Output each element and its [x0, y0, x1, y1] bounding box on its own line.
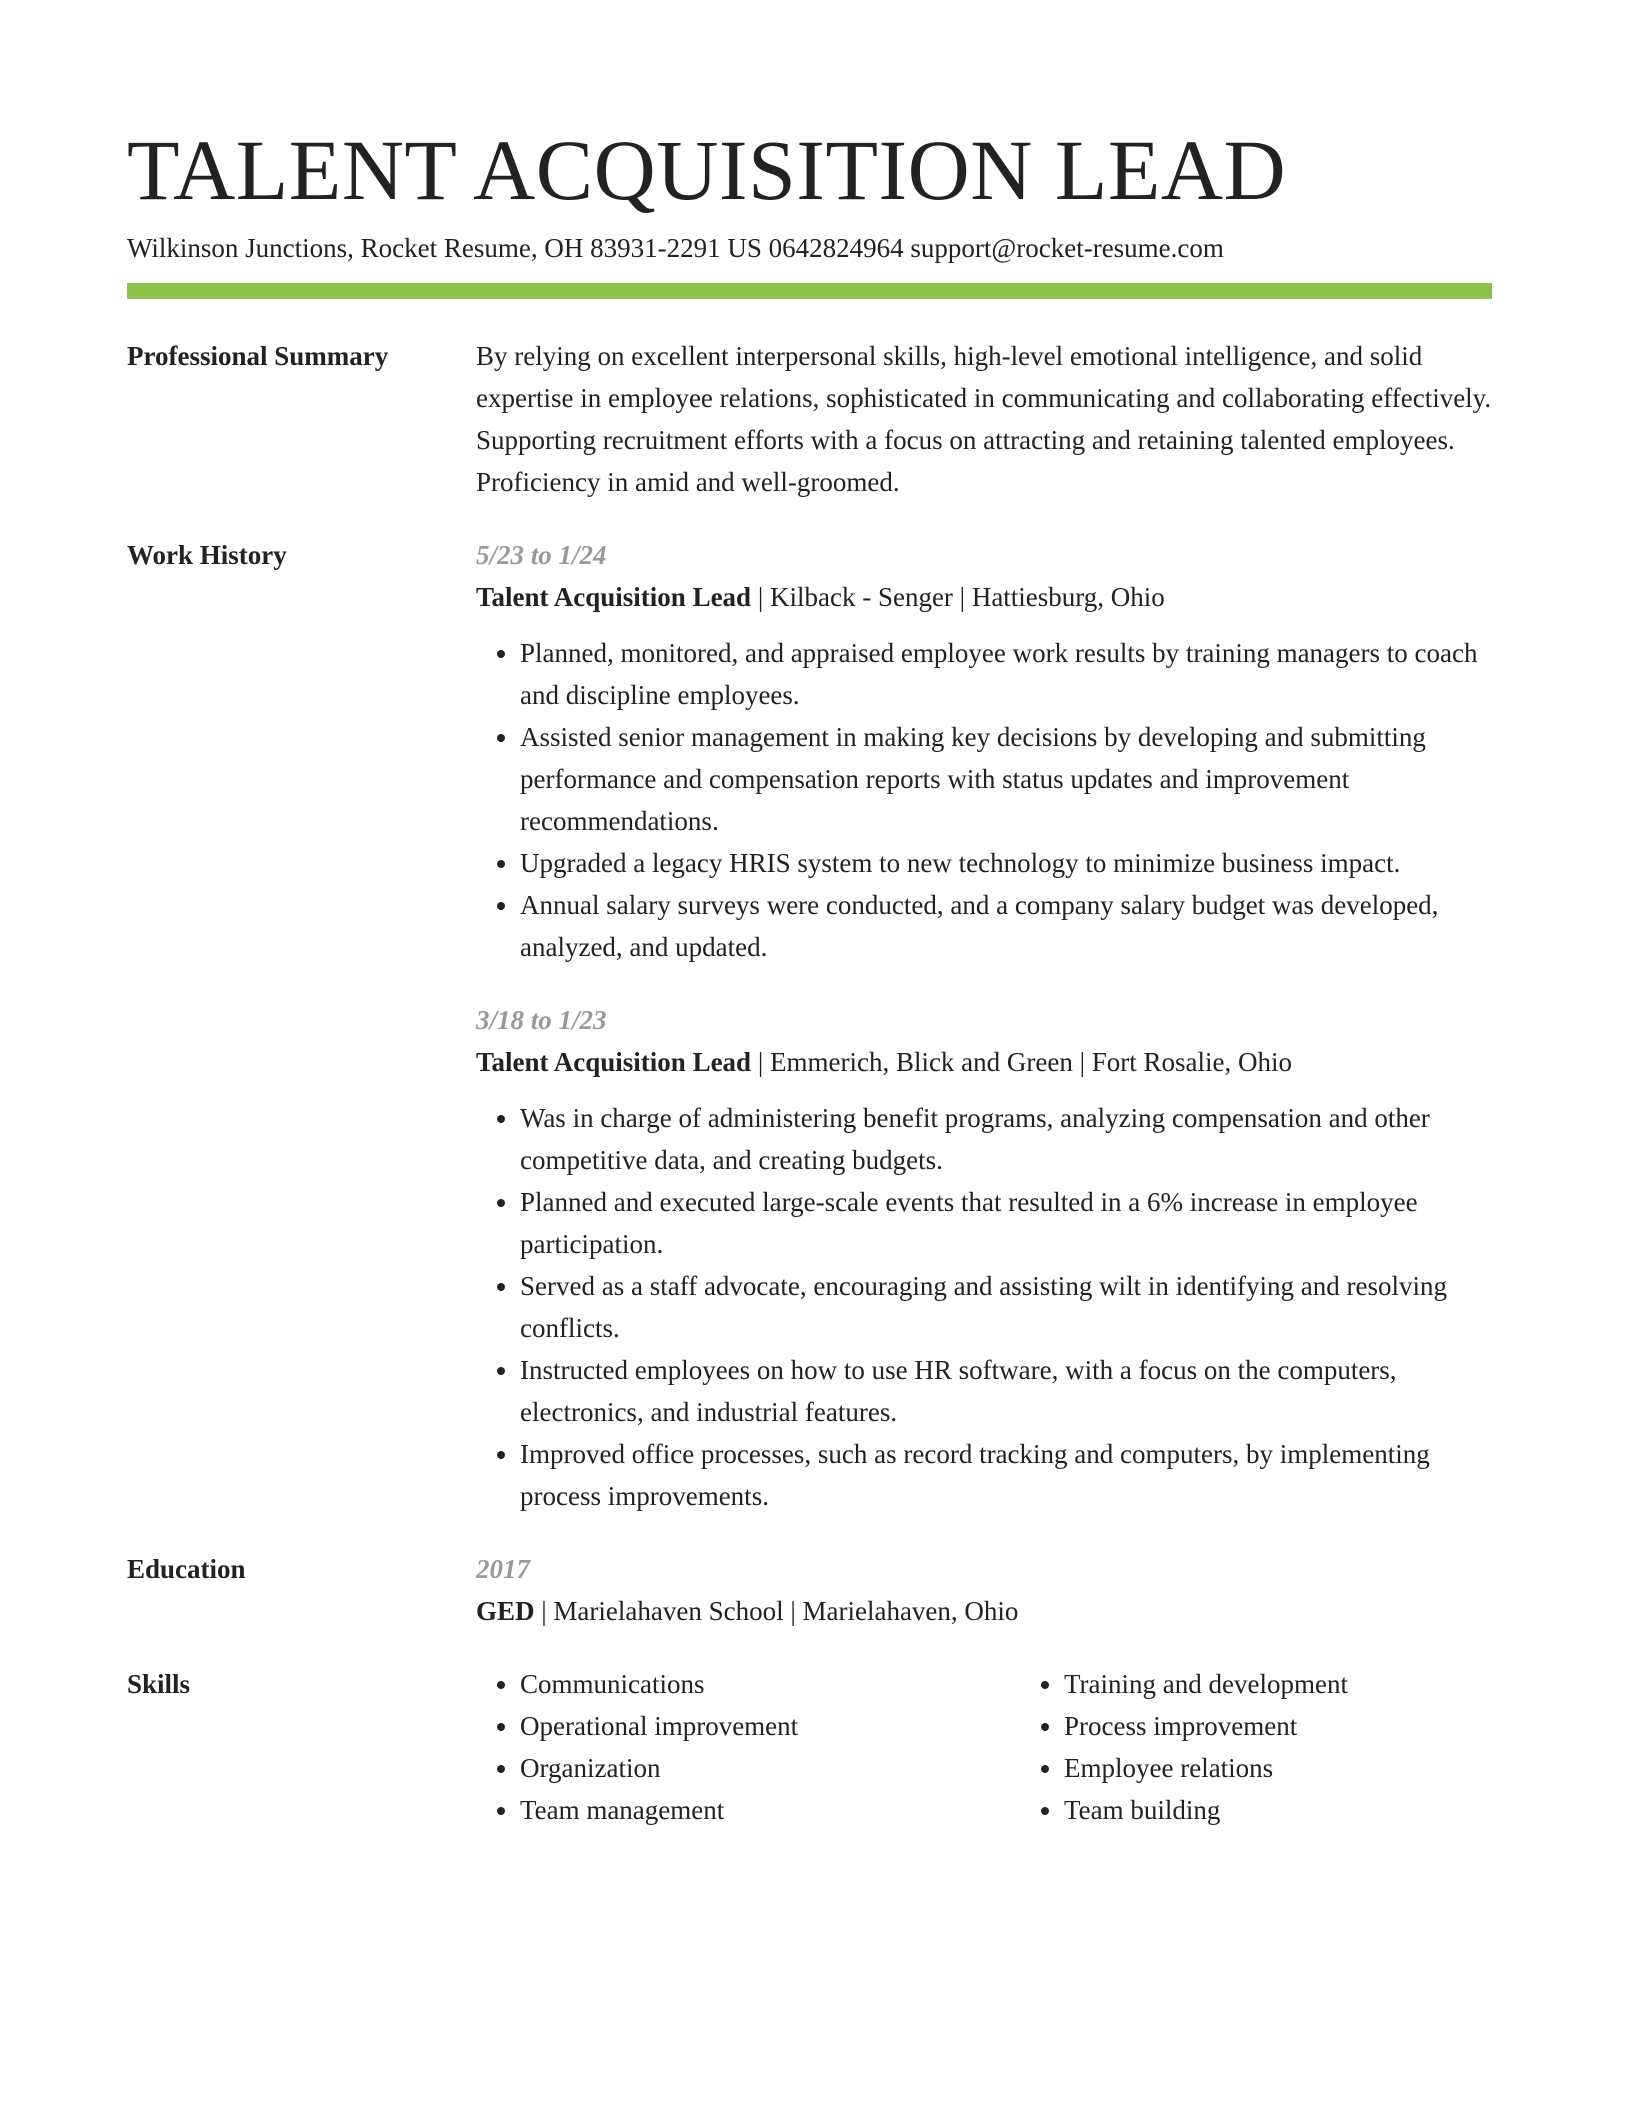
skill-item: • Training and development — [1064, 1663, 1564, 1705]
summary-section — [127, 335, 1492, 503]
education-heading — [476, 1590, 1492, 1632]
skills-grid — [476, 1663, 1564, 1831]
job-dates: 3/18 to 1/23 — [476, 1005, 607, 1035]
skill-item: • Operational improvement — [520, 1705, 1020, 1747]
summary-label: Professional Summary — [127, 341, 389, 371]
job-details: | Emmerich, Blick and Green | Fort Rosalie, Ohio — [751, 1047, 1293, 1077]
resume-page — [127, 120, 1492, 1831]
skills-list-left — [476, 1663, 1020, 1831]
work-history-section — [127, 534, 1492, 1517]
job-entry — [476, 999, 1492, 1517]
list-item: • Upgraded a legacy HRIS system to new technology to minimize business impact. — [520, 842, 1492, 884]
list-item: • Assisted senior management in making key decisions by developing and submitting performance and compensation reports with status updates and improvement recommendations. — [520, 716, 1492, 842]
education-degree: GED — [476, 1596, 535, 1626]
list-item: • Improved office processes, such as record tracking and computers, by implementing process improvements. — [520, 1433, 1492, 1517]
education-details: | Marielahaven School | Marielahaven, Ohio — [534, 1596, 1019, 1626]
skill-item: • Process improvement — [1064, 1705, 1564, 1747]
skills-section — [127, 1663, 1492, 1831]
education-section — [127, 1548, 1492, 1632]
list-item: • Planned, monitored, and appraised employee work results by training managers to coach and discipline employees. — [520, 632, 1492, 716]
summary-text: By relying on excellent interpersonal skills, high-level emotional intelligence, and solid expertise in employee relations, sophisticated in communicating and collaborating effectively. Supporting recruitment efforts with a focus on attracting and retaining talented employees. Proficiency in amid and well-groomed. — [476, 341, 1492, 497]
skill-item: • Team management — [520, 1789, 1020, 1831]
list-item: • Was in charge of administering benefit programs, analyzing compensation and other competitive data, and creating budgets. — [520, 1097, 1492, 1181]
job-heading — [476, 1041, 1492, 1083]
contact-line: Wilkinson Junctions, Rocket Resume, OH 83931-2291 US 0642824964 support@rocket-resume.com — [127, 233, 1224, 263]
list-item: • Annual salary surveys were conducted, and a company salary budget was developed, analyzed, and updated. — [520, 884, 1492, 968]
skill-item: • Communications — [520, 1663, 1020, 1705]
accent-divider — [127, 283, 1492, 299]
list-item: • Instructed employees on how to use HR software, with a focus on the computers, electronics, and industrial features. — [520, 1349, 1492, 1433]
work-history-label: Work History — [127, 540, 287, 570]
job-title: Talent Acquisition Lead — [476, 582, 752, 612]
work-history-body — [476, 534, 1492, 1517]
skills-list-right — [1020, 1663, 1564, 1831]
skill-item: • Organization — [520, 1747, 1020, 1789]
resume-title: TALENT ACQUISITION LEAD — [127, 122, 1287, 218]
skills-label: Skills — [127, 1669, 191, 1699]
skills-body — [476, 1663, 1564, 1831]
job-bullets — [476, 1097, 1492, 1517]
job-entry — [476, 534, 1492, 968]
education-label: Education — [127, 1554, 246, 1584]
job-title: Talent Acquisition Lead — [476, 1047, 752, 1077]
job-dates: 5/23 to 1/24 — [476, 540, 607, 570]
list-item: • Served as a staff advocate, encouraging and assisting wilt in identifying and resolving conflicts. — [520, 1265, 1492, 1349]
job-heading — [476, 576, 1492, 618]
job-details: | Kilback - Senger | Hattiesburg, Ohio — [751, 582, 1165, 612]
skill-item: • Employee relations — [1064, 1747, 1564, 1789]
skill-item: • Team building — [1064, 1789, 1564, 1831]
list-item: • Planned and executed large-scale events that resulted in a 6% increase in employee participation. — [520, 1181, 1492, 1265]
education-year: 2017 — [476, 1554, 530, 1584]
job-bullets — [476, 632, 1492, 968]
education-body — [476, 1548, 1492, 1632]
